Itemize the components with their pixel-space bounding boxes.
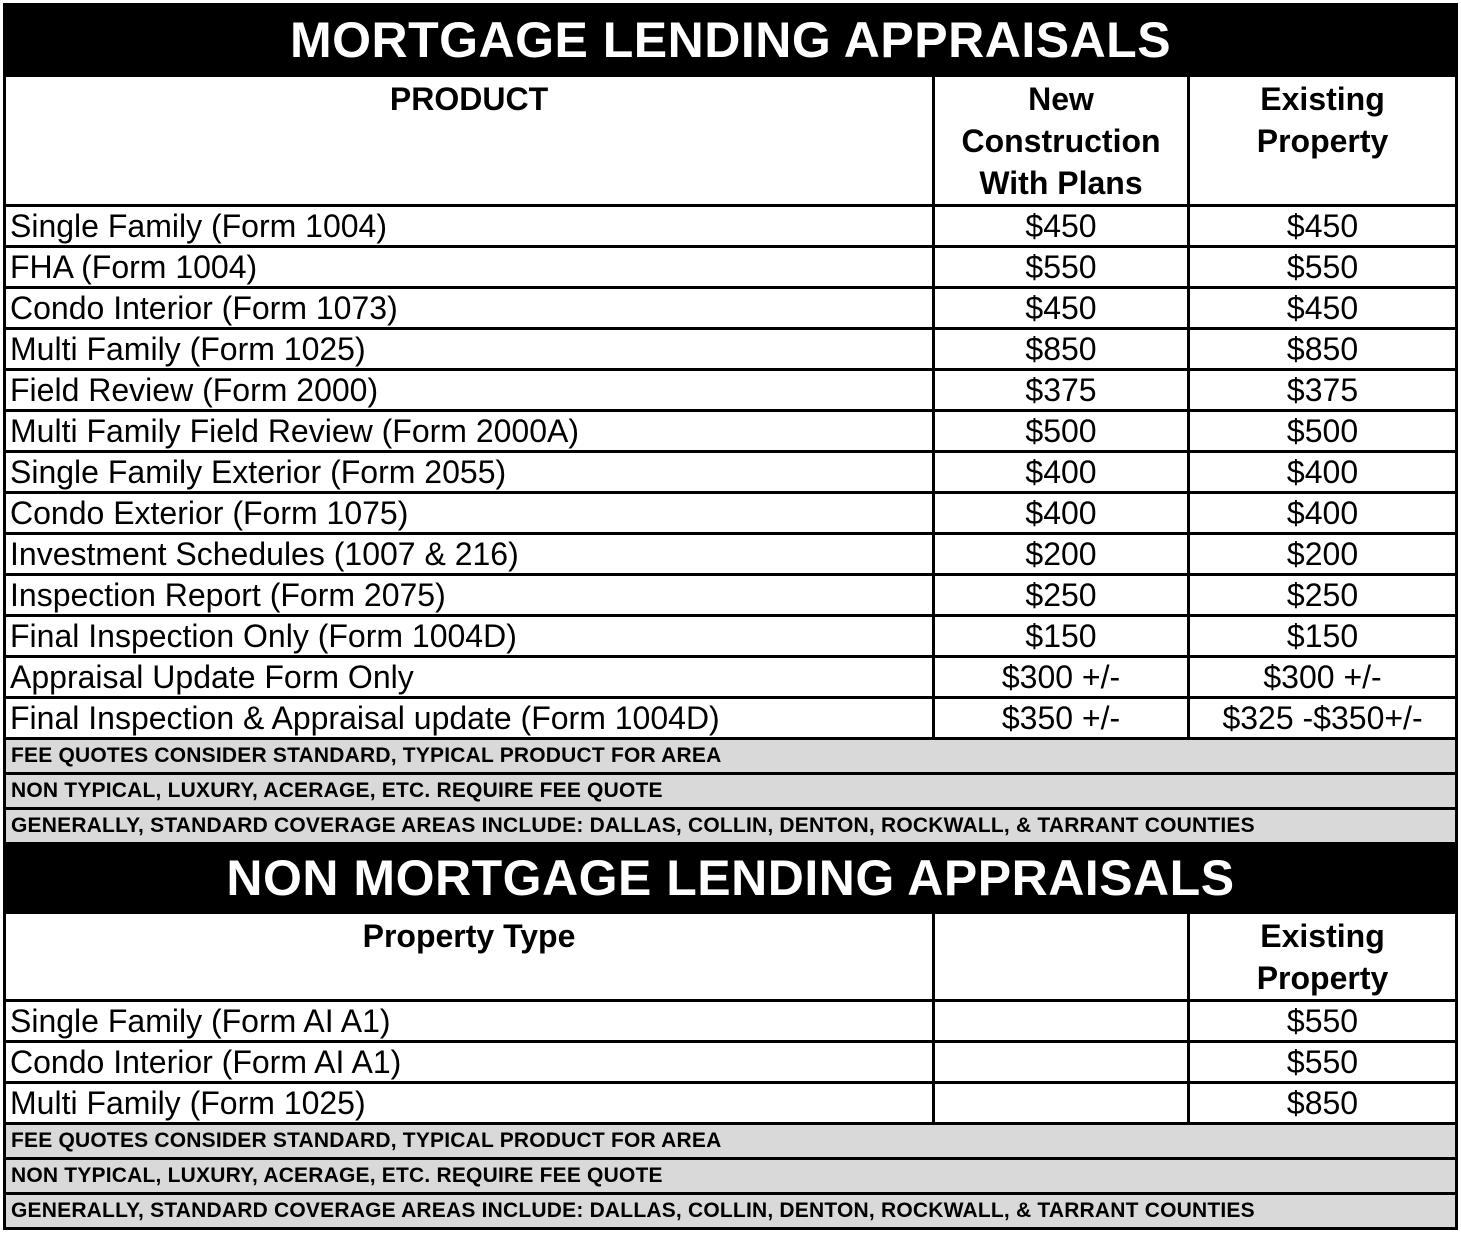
new-construction-price: $150 (934, 616, 1189, 657)
header-new-construction: New Construction With Plans (934, 76, 1189, 206)
new-construction-price (934, 1042, 1189, 1083)
existing-property-price: $200 (1189, 534, 1457, 575)
existing-property-price: $150 (1189, 616, 1457, 657)
mortgage-header-row (5, 76, 1457, 206)
product-cell: Field Review (Form 2000) (5, 370, 934, 411)
note-row (5, 774, 1457, 809)
header-existing-property: Existing Property (1189, 76, 1457, 206)
note-row (5, 1194, 1457, 1229)
table-row (5, 1042, 1457, 1083)
table-row (5, 698, 1457, 739)
existing-property-price: $450 (1189, 206, 1457, 247)
mortgage-title-row (5, 5, 1457, 76)
new-construction-price: $200 (934, 534, 1189, 575)
product-cell: Single Family (Form AI A1) (5, 1001, 934, 1042)
existing-property-price: $325 -$350+/- (1189, 698, 1457, 739)
note-row (5, 739, 1457, 774)
product-cell: Condo Interior (Form AI A1) (5, 1042, 934, 1083)
existing-property-price: $500 (1189, 411, 1457, 452)
new-construction-price (934, 1001, 1189, 1042)
note-row (5, 1124, 1457, 1159)
non-mortgage-title-row (5, 844, 1457, 913)
new-construction-price: $350 +/- (934, 698, 1189, 739)
table-row (5, 452, 1457, 493)
mortgage-title: MORTGAGE LENDING APPRAISALS (5, 5, 1457, 76)
product-cell: FHA (Form 1004) (5, 247, 934, 288)
existing-property-price: $850 (1189, 329, 1457, 370)
table-row (5, 657, 1457, 698)
note-text: NON TYPICAL, LUXURY, ACERAGE, ETC. REQUIRE FEE QUOTE (5, 1159, 1457, 1194)
new-construction-price: $500 (934, 411, 1189, 452)
existing-property-price: $400 (1189, 493, 1457, 534)
existing-property-price: $400 (1189, 452, 1457, 493)
new-construction-price: $400 (934, 493, 1189, 534)
new-construction-price: $300 +/- (934, 657, 1189, 698)
note-text: GENERALLY, STANDARD COVERAGE AREAS INCLUDE: DALLAS, COLLIN, DENTON, ROCKWALL, & TARRANT COUNTIES (5, 809, 1457, 844)
table-row (5, 370, 1457, 411)
new-construction-price: $550 (934, 247, 1189, 288)
header-property-type: Property Type (5, 913, 934, 1001)
table-row (5, 1083, 1457, 1124)
table-row (5, 329, 1457, 370)
header-existing-property: Existing Property (1189, 913, 1457, 1001)
table-row (5, 288, 1457, 329)
table-row (5, 1001, 1457, 1042)
table-row (5, 206, 1457, 247)
product-cell: Inspection Report (Form 2075) (5, 575, 934, 616)
table-row (5, 575, 1457, 616)
new-construction-price: $400 (934, 452, 1189, 493)
product-cell: Single Family Exterior (Form 2055) (5, 452, 934, 493)
fee-schedule (3, 3, 1455, 1230)
new-construction-price: $450 (934, 288, 1189, 329)
new-construction-price: $375 (934, 370, 1189, 411)
table-row (5, 616, 1457, 657)
table-row (5, 534, 1457, 575)
table-row (5, 247, 1457, 288)
new-construction-price (934, 1083, 1189, 1124)
existing-property-price: $250 (1189, 575, 1457, 616)
product-cell: Single Family (Form 1004) (5, 206, 934, 247)
product-cell: Investment Schedules (1007 & 216) (5, 534, 934, 575)
existing-property-price: $550 (1189, 247, 1457, 288)
product-cell: Appraisal Update Form Only (5, 657, 934, 698)
non-mortgage-header-row (5, 913, 1457, 1001)
note-text: FEE QUOTES CONSIDER STANDARD, TYPICAL PRODUCT FOR AREA (5, 1124, 1457, 1159)
existing-property-price: $300 +/- (1189, 657, 1457, 698)
note-row (5, 809, 1457, 844)
existing-property-price: $850 (1189, 1083, 1457, 1124)
note-text: GENERALLY, STANDARD COVERAGE AREAS INCLUDE: DALLAS, COLLIN, DENTON, ROCKWALL, & TARRANT COUNTIES (5, 1194, 1457, 1229)
new-construction-price: $250 (934, 575, 1189, 616)
table-row (5, 411, 1457, 452)
product-cell: Condo Exterior (Form 1075) (5, 493, 934, 534)
existing-property-price: $550 (1189, 1042, 1457, 1083)
existing-property-price: $450 (1189, 288, 1457, 329)
product-cell: Final Inspection & Appraisal update (Form 1004D) (5, 698, 934, 739)
header-product: PRODUCT (5, 76, 934, 206)
note-text: FEE QUOTES CONSIDER STANDARD, TYPICAL PRODUCT FOR AREA (5, 739, 1457, 774)
product-cell: Multi Family (Form 1025) (5, 329, 934, 370)
product-cell: Final Inspection Only (Form 1004D) (5, 616, 934, 657)
non-mortgage-title: NON MORTGAGE LENDING APPRAISALS (5, 844, 1457, 913)
note-text: NON TYPICAL, LUXURY, ACERAGE, ETC. REQUIRE FEE QUOTE (5, 774, 1457, 809)
existing-property-price: $550 (1189, 1001, 1457, 1042)
note-row (5, 1159, 1457, 1194)
product-cell: Condo Interior (Form 1073) (5, 288, 934, 329)
mortgage-table (3, 3, 1458, 845)
existing-property-price: $375 (1189, 370, 1457, 411)
new-construction-price: $850 (934, 329, 1189, 370)
table-row (5, 493, 1457, 534)
product-cell: Multi Family (Form 1025) (5, 1083, 934, 1124)
non-mortgage-table (3, 842, 1458, 1230)
new-construction-price: $450 (934, 206, 1189, 247)
product-cell: Multi Family Field Review (Form 2000A) (5, 411, 934, 452)
header-blank (934, 913, 1189, 1001)
